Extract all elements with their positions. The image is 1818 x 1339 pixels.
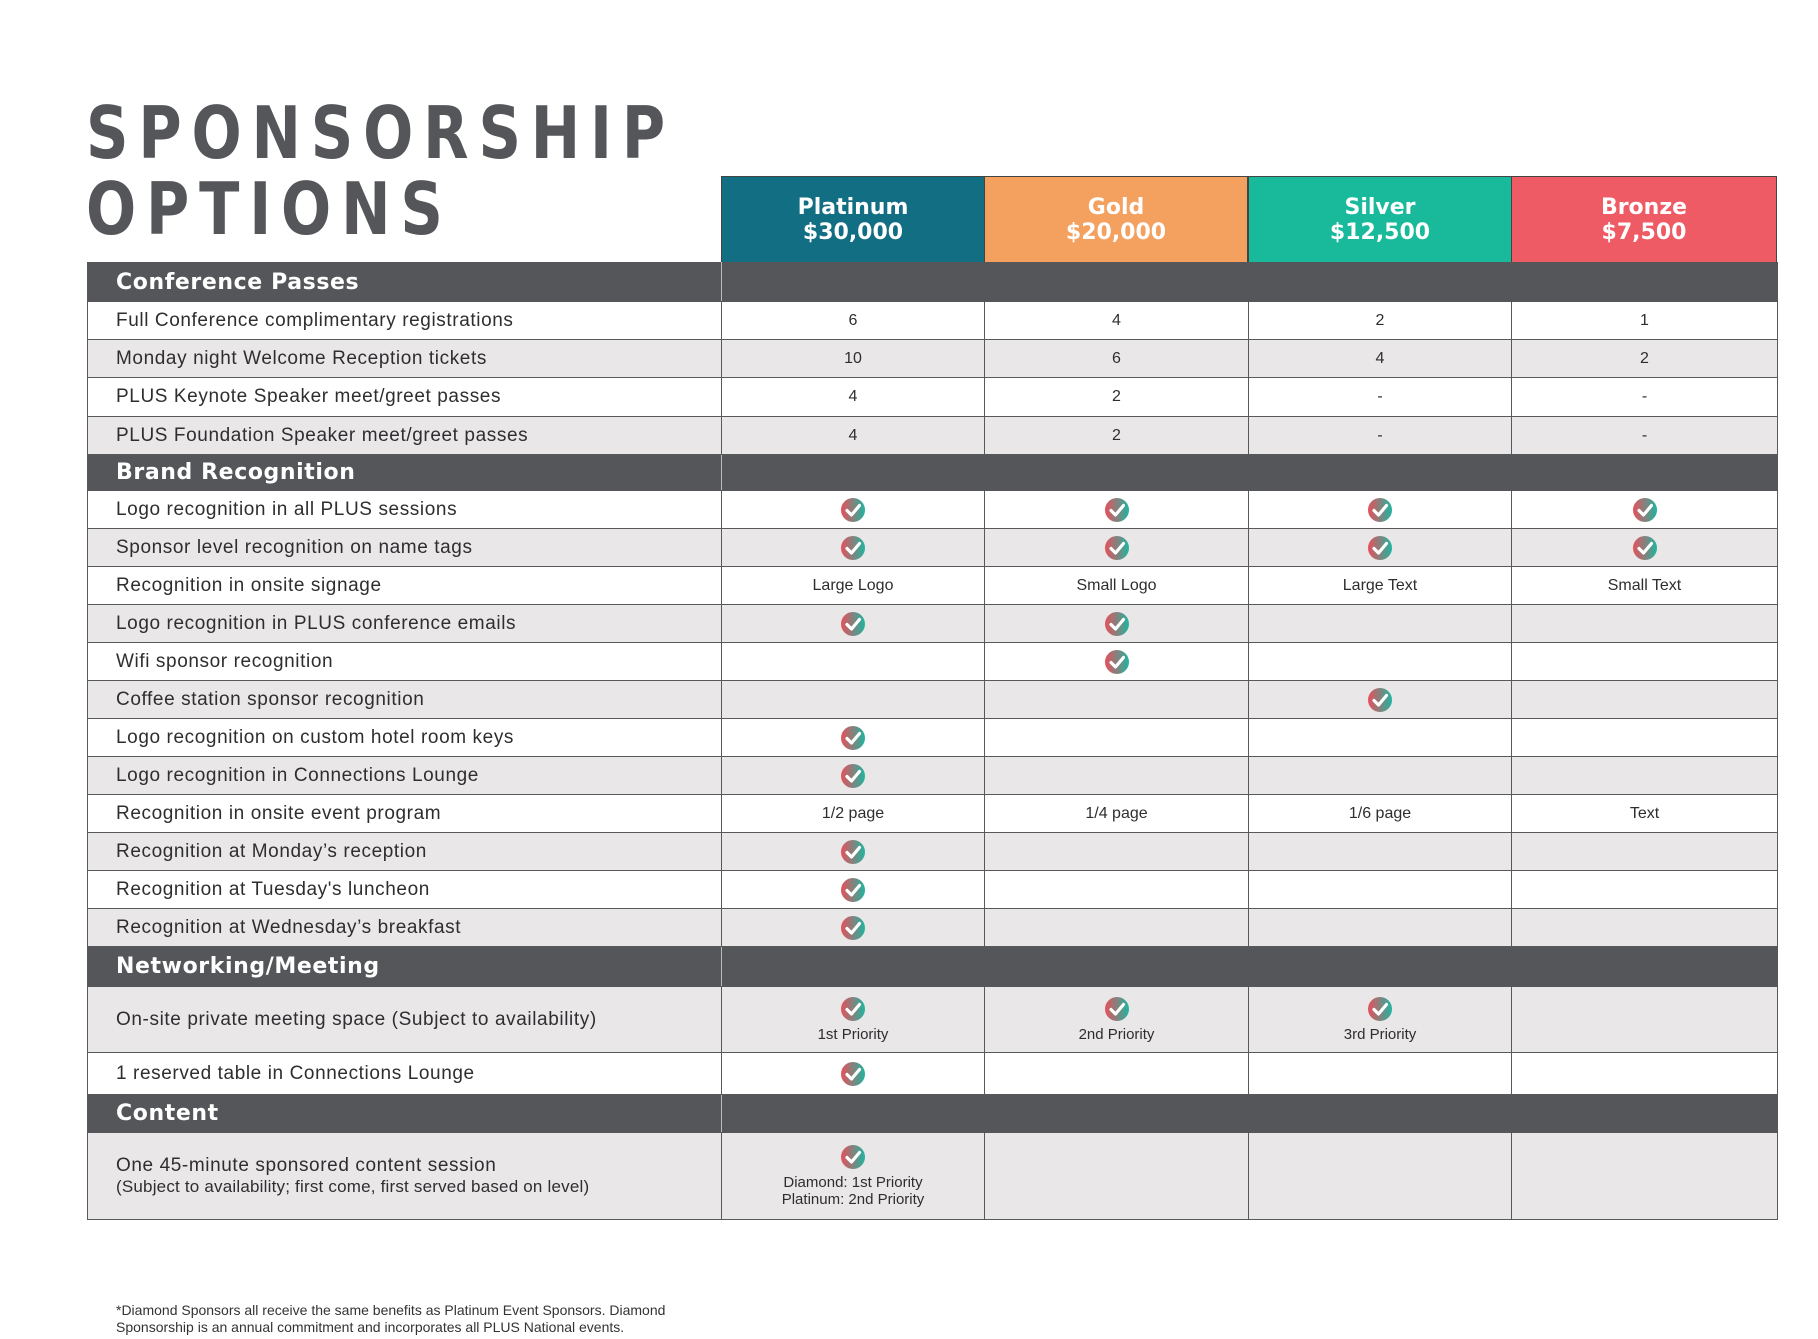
check-icon: [840, 611, 866, 637]
row-label: Recognition in onsite signage: [88, 567, 722, 605]
tier-header-bronze: [1511, 176, 1777, 263]
tier-name: Gold: [1087, 194, 1145, 220]
row-label: PLUS Keynote Speaker meet/greet passes: [88, 378, 722, 417]
check-icon: [840, 497, 866, 523]
footnote-line-2: Sponsorship is an annual commitment and incorporates all PLUS National events.: [116, 1319, 625, 1335]
table-row: [88, 567, 1778, 605]
cell-value: 2: [985, 417, 1249, 455]
cell-value: 4: [985, 302, 1249, 340]
row-label: One 45-minute sponsored content session: [116, 1155, 497, 1176]
check-icon: [1632, 497, 1658, 523]
section-header: [88, 455, 1778, 491]
row-label: Recognition at Tuesday's luncheon: [88, 871, 722, 909]
tier-price: $7,500: [1601, 219, 1687, 245]
cell-value: Small Text: [1512, 567, 1778, 605]
table-row: [88, 605, 1778, 643]
priority-note: 3rd Priority: [1343, 1026, 1417, 1043]
tier-price: $12,500: [1329, 219, 1431, 245]
section-header: [88, 1095, 1778, 1133]
sponsorship-table: [87, 262, 1778, 1220]
tier-header-silver: [1248, 176, 1512, 263]
table-row: [88, 378, 1778, 417]
priority-note: 2nd Priority: [1078, 1026, 1155, 1043]
table-row: [88, 302, 1778, 340]
row-label: Monday night Welcome Reception tickets: [88, 340, 722, 378]
row-label: Sponsor level recognition on name tags: [88, 529, 722, 567]
tier-name: Bronze: [1600, 194, 1688, 220]
table-row: [88, 340, 1778, 378]
table-row: [88, 795, 1778, 833]
check-icon: [840, 1061, 866, 1087]
check-icon: [1104, 535, 1130, 561]
table-row: [88, 1053, 1778, 1095]
cell-value: 4: [722, 378, 985, 417]
cell-value: [1512, 987, 1778, 1053]
title-line-1: SPONSORSHIP: [86, 91, 675, 175]
tier-name: Platinum: [797, 194, 909, 220]
check-icon: [840, 839, 866, 865]
check-icon: [1367, 996, 1393, 1022]
check-icon: [1104, 497, 1130, 523]
tier-header-platinum: [721, 176, 985, 263]
check-icon: [1632, 535, 1658, 561]
priority-note: 1st Priority: [817, 1026, 889, 1043]
tier-name: Silver: [1344, 194, 1416, 220]
cell-value: Small Logo: [985, 567, 1249, 605]
table-row: [88, 491, 1778, 529]
row-label: Recognition in onsite event program: [88, 795, 722, 833]
table-row: [88, 833, 1778, 871]
section-title: Content: [88, 1095, 722, 1133]
row-label: Logo recognition in all PLUS sessions: [88, 491, 722, 529]
priority-note: Platinum: 2nd Priority: [781, 1191, 925, 1208]
table-row: [88, 643, 1778, 681]
cell-value: 2: [1249, 302, 1512, 340]
check-icon: [840, 915, 866, 941]
check-icon: [1104, 611, 1130, 637]
check-icon: [1104, 996, 1130, 1022]
cell-value: 1: [1512, 302, 1778, 340]
table-row: [88, 909, 1778, 947]
table-row: [88, 757, 1778, 795]
check-icon: [840, 877, 866, 903]
row-label: Recognition at Wednesday’s breakfast: [88, 909, 722, 947]
cell-value: Large Text: [1249, 567, 1512, 605]
table-row: [88, 1133, 1778, 1220]
check-icon: [1104, 649, 1130, 675]
cell-value: -: [1512, 378, 1778, 417]
tier-price: $20,000: [1065, 219, 1167, 245]
cell-value: 4: [722, 417, 985, 455]
check-icon: [840, 763, 866, 789]
cell-value: 4: [1249, 340, 1512, 378]
table-row: [88, 417, 1778, 455]
title-line-2: OPTIONS: [86, 167, 453, 251]
row-label: 1 reserved table in Connections Lounge: [88, 1053, 722, 1095]
footnote-line-1: *Diamond Sponsors all receive the same benefits as Platinum Event Sponsors. Diamond: [116, 1302, 666, 1318]
check-icon: [1367, 497, 1393, 523]
cell-value: Text: [1512, 795, 1778, 833]
cell-value: 10: [722, 340, 985, 378]
cell-value: -: [1249, 378, 1512, 417]
check-icon: [840, 1144, 866, 1170]
cell-value: Large Logo: [722, 567, 985, 605]
tier-header-gold: [984, 176, 1248, 263]
section-title: Conference Passes: [88, 263, 722, 302]
tier-price: $30,000: [802, 219, 904, 245]
row-label: On-site private meeting space (Subject to availability): [88, 987, 722, 1053]
section-header: [88, 947, 1778, 987]
check-icon: [1367, 535, 1393, 561]
row-label: Coffee station sponsor recognition: [88, 681, 722, 719]
cell-value: 1/4 page: [985, 795, 1249, 833]
cell-value: -: [1512, 417, 1778, 455]
priority-note: Diamond: 1st Priority: [783, 1174, 923, 1191]
row-label: Full Conference complimentary registrations: [88, 302, 722, 340]
cell-value: -: [1249, 417, 1512, 455]
cell-value: 6: [985, 340, 1249, 378]
row-label: Logo recognition in Connections Lounge: [88, 757, 722, 795]
cell-value: 2: [1512, 340, 1778, 378]
footnote: [116, 1302, 816, 1336]
cell-value: 6: [722, 302, 985, 340]
table-row: [88, 719, 1778, 757]
row-label: Wifi sponsor recognition: [88, 643, 722, 681]
cell-value: 1/2 page: [722, 795, 985, 833]
cell-value: 1/6 page: [1249, 795, 1512, 833]
page-title: [86, 91, 675, 251]
row-sublabel: (Subject to availability; first come, first served based on level): [116, 1177, 590, 1196]
section-header: [88, 263, 1778, 302]
check-icon: [1367, 687, 1393, 713]
cell-value: 2: [985, 378, 1249, 417]
section-title: Brand Recognition: [88, 455, 722, 491]
section-title: Networking/Meeting: [88, 947, 722, 987]
check-icon: [840, 996, 866, 1022]
row-label: Logo recognition on custom hotel room keys: [88, 719, 722, 757]
table-row: [88, 529, 1778, 567]
check-icon: [840, 725, 866, 751]
row-label: Recognition at Monday’s reception: [88, 833, 722, 871]
row-label: Logo recognition in PLUS conference emails: [88, 605, 722, 643]
table-row: [88, 871, 1778, 909]
table-row: [88, 681, 1778, 719]
row-label: PLUS Foundation Speaker meet/greet passes: [88, 417, 722, 455]
check-icon: [840, 535, 866, 561]
table-row: [88, 987, 1778, 1053]
